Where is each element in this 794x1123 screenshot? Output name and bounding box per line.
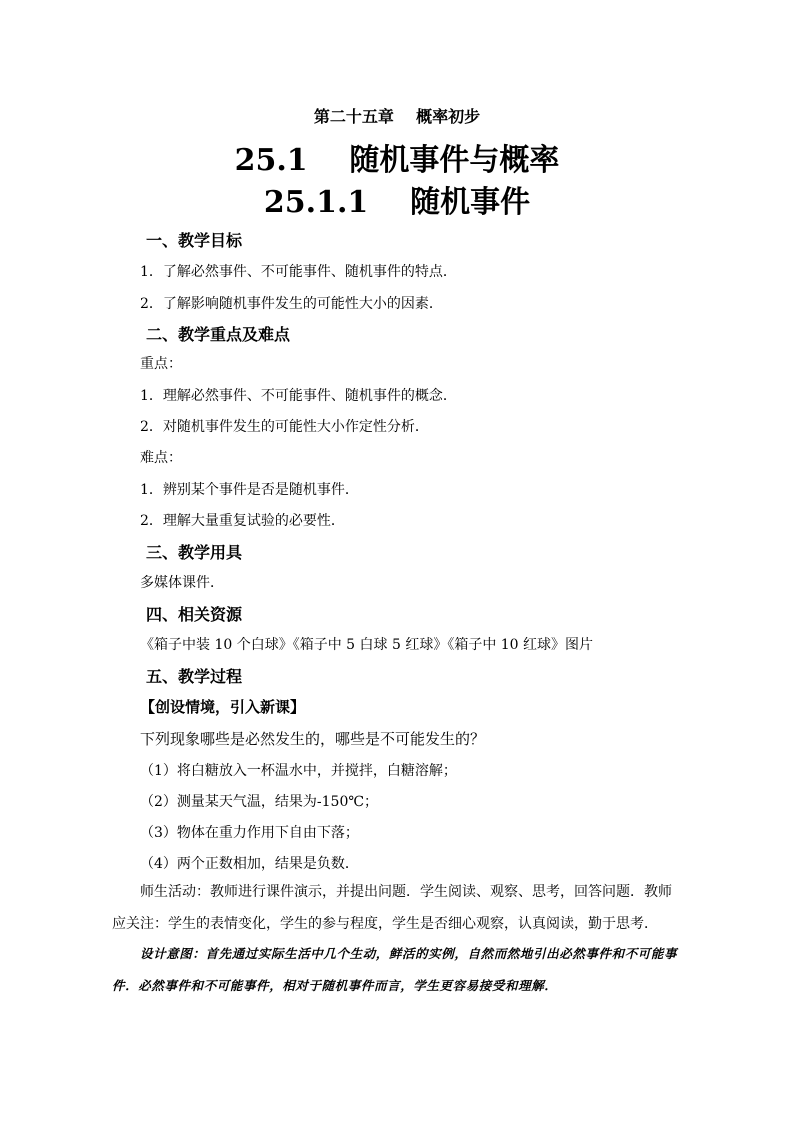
goal-item: 2．了解影响随机事件发生的可能性大小的因素． bbox=[140, 296, 443, 312]
question-item: （3）物体在重力作用下自由下落； bbox=[140, 825, 359, 841]
design-intent-paragraph bbox=[112, 938, 686, 1002]
activity-text: 师生活动：教师进行课件演示，并提出问题．学生阅读、观察、思考，回答问题．教师应关注：学生的表情变化，学生的参与程度，学生是否细心观察，认真阅读，勤于思考． bbox=[112, 884, 672, 932]
process-heading: 五、教学过程 bbox=[146, 667, 243, 686]
difficult-point-item: 1．辨别某个事件是否是随机事件． bbox=[140, 482, 359, 498]
key-point-item: 1．理解必然事件、不可能事件、随机事件的概念． bbox=[140, 388, 457, 404]
difficult-label: 难点： bbox=[140, 450, 182, 466]
goal-item: 1．了解必然事件、不可能事件、随机事件的特点． bbox=[140, 264, 457, 280]
section-title: 25.1 随机事件与概率 bbox=[234, 143, 560, 178]
tools-text: 多媒体课件． bbox=[140, 575, 224, 591]
difficult-point-item: 2．理解大量重复试验的必要性． bbox=[140, 513, 345, 529]
resources-text: 《箱子中装 10 个白球》《箱子中 5 白球 5 红球》《箱子中 10 红球》图片 bbox=[140, 637, 594, 653]
intro-label: 【创设情境，引入新课】 bbox=[140, 698, 306, 716]
question-item: （4）两个正数相加，结果是负数． bbox=[140, 856, 359, 872]
key-point-item: 2．对随机事件发生的可能性大小作定性分析． bbox=[140, 419, 429, 435]
key-heading: 二、教学重点及难点 bbox=[146, 325, 291, 344]
key-label: 重点： bbox=[140, 356, 182, 372]
tools-heading: 三、教学用具 bbox=[146, 543, 243, 562]
chapter-title: 第二十五章 概率初步 bbox=[313, 107, 481, 126]
goals-heading: 一、教学目标 bbox=[146, 231, 243, 250]
question-item: （1）将白糖放入一杯温水中，并搅拌，白糖溶解； bbox=[140, 763, 457, 779]
subsection-title: 25.1.1 随机事件 bbox=[263, 185, 531, 220]
question-item: （2）测量某天气温，结果为-150℃； bbox=[140, 794, 379, 810]
activity-paragraph bbox=[112, 876, 684, 940]
design-intent-text: 设计意图：首先通过实际生活中几个生动，鲜活的实例，自然而然地引出必然事件和不可能事件．必然事件和不可能事件，相对于随机事件而言，学生更容易接受和理解． bbox=[112, 946, 678, 993]
resources-heading: 四、相关资源 bbox=[146, 605, 243, 624]
question-text: 下列现象哪些是必然发生的，哪些是不可能发生的？ bbox=[140, 730, 486, 748]
